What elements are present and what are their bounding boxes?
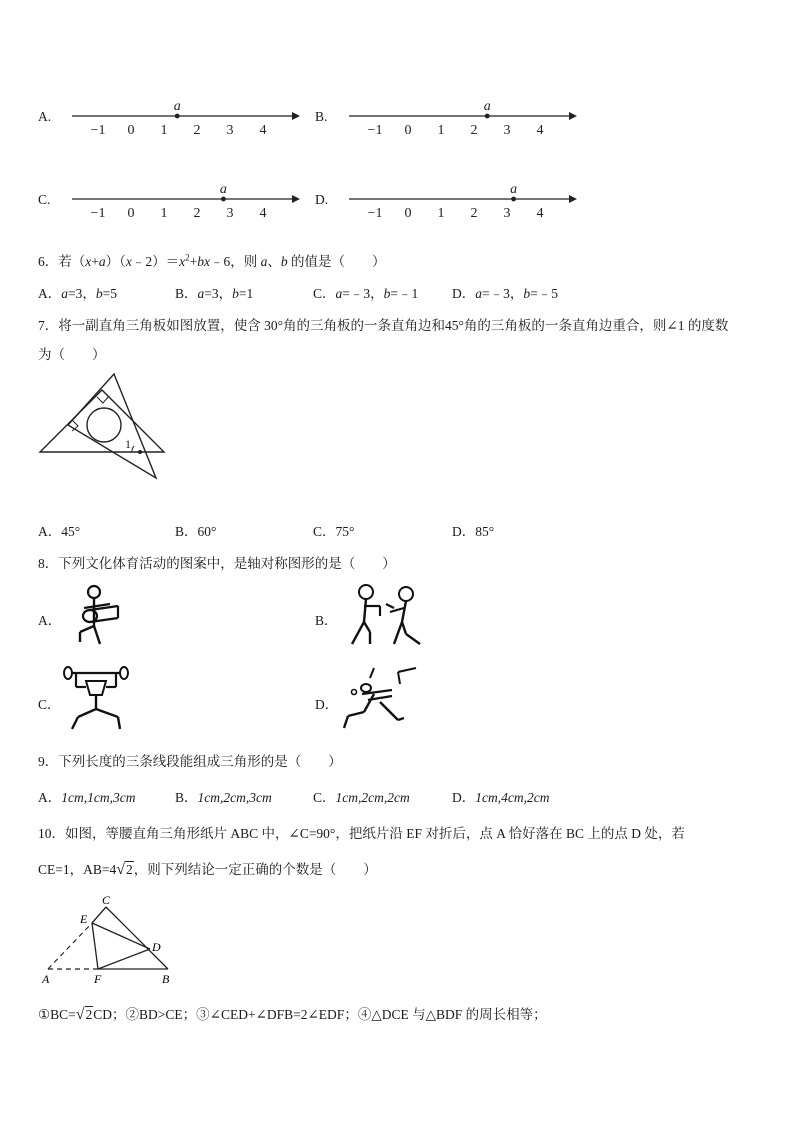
q5-option-d-label: D. (315, 192, 329, 207)
q10-triangle-figure (38, 893, 188, 988)
point-a-marker (221, 197, 226, 202)
angle-1-point (138, 450, 142, 454)
tick-label: 3 (226, 206, 234, 221)
q7-option-c[interactable]: C．75° (313, 524, 355, 539)
tick-label: 4 (259, 123, 267, 138)
tick-label: 1 (160, 123, 168, 138)
tick-label: 2 (193, 123, 201, 138)
q6-option-c[interactable]: C．a=﹣3，b=﹣1 (313, 286, 419, 301)
label-c: C (102, 893, 111, 907)
q8-figure-d (340, 664, 420, 734)
number-line-c (72, 178, 302, 228)
q9-stem: 9．下列长度的三条线段能组成三角形的是（ ） (38, 754, 342, 769)
q8-option-d-label[interactable]: D． (315, 697, 339, 712)
tick-label: 4 (259, 206, 267, 221)
tick-label: −1 (367, 206, 383, 221)
q7-option-b[interactable]: B．60° (175, 524, 217, 539)
q7-stem-line1: 7．将一副直角三角板如图放置，使含 30°角的三角板的一条直角边和45°角的三角板的一条直角边重合，则∠1 的度数 (38, 318, 729, 333)
arrow-right-icon (292, 195, 300, 203)
q8-figure-b (346, 582, 426, 648)
label-a: A (42, 972, 50, 986)
q9-option-b[interactable]: B．1cm,2cm,3cm (175, 790, 272, 805)
q8-option-a-label[interactable]: A． (38, 613, 62, 628)
right-angle-mark-1 (97, 396, 109, 403)
q10-stem-line2-post: ，则下列结论一定正确的个数是（ ） (133, 862, 377, 877)
arrow-right-icon (292, 112, 300, 120)
point-a-marker (511, 197, 516, 202)
tick-label: 3 (226, 123, 234, 138)
arrow-right-icon (569, 195, 577, 203)
triangle-hole (87, 408, 121, 442)
q10-stem-line2 (38, 858, 377, 879)
q5-option-b-label: B. (315, 109, 328, 124)
tick-label: 2 (470, 206, 478, 221)
q7-stem-line2: 为（ ） (38, 347, 106, 362)
q9-option-a[interactable]: A．1cm,1cm,3cm (38, 790, 136, 805)
q5-option-a-label: A. (38, 109, 52, 124)
q10-stem-line1: 10．如图，等腰直角三角形纸片 ABC 中，∠C=90°，把纸片沿 EF 对折后，点 A 恰好落在 BC 上的点 D 处，若 (38, 826, 685, 841)
q8-figure-c (62, 665, 132, 733)
q6-stem: 6．若$(x+a)(x﹣2)=x^2+bx﹣6$，则 a、b 的值是（ ） (38, 252, 386, 269)
point-a-marker (175, 114, 180, 119)
q7-triangle-figure (36, 370, 171, 480)
number-line-d (349, 178, 579, 228)
dashed-ae (48, 923, 92, 969)
label-e: E (80, 912, 88, 926)
point-a-marker (485, 114, 490, 119)
tick-label: 1 (437, 123, 445, 138)
q6-option-b[interactable]: B．a=3，b=1 (175, 286, 254, 301)
tick-label: −1 (367, 123, 383, 138)
triangle-45 (40, 390, 164, 452)
segment-ce (92, 907, 106, 923)
number-line-b (349, 95, 579, 145)
label-f: F (94, 972, 102, 986)
q10-conclusions-sqrt: 2 (85, 1007, 93, 1022)
q8-option-b-label[interactable]: B． (315, 613, 338, 628)
q5-option-c-label: C. (38, 192, 51, 207)
point-a-label: a (510, 182, 518, 197)
tick-label: 3 (503, 123, 511, 138)
angle-1-arc (132, 446, 134, 452)
tick-label: −1 (90, 123, 106, 138)
q7-option-d[interactable]: D．85° (452, 524, 495, 539)
tick-label: 4 (536, 123, 544, 138)
q9-option-d[interactable]: D．1cm,4cm,2cm (452, 790, 550, 805)
tick-label: 2 (470, 123, 478, 138)
tick-label: 1 (160, 206, 168, 221)
angle-1-label: 1 (125, 437, 131, 451)
sqrt-symbol: √ (75, 1006, 85, 1023)
point-a-label: a (483, 99, 491, 114)
tick-label: 0 (404, 206, 412, 221)
sqrt-symbol: √ (116, 861, 126, 878)
tick-label: 0 (127, 123, 135, 138)
q10-stem-line2-pre: CE=1，AB=4 (38, 862, 117, 877)
fold-ef (92, 923, 98, 969)
triangle-30 (68, 374, 156, 478)
q10-conclusions-post: CD；②BD>CE；③∠CED+∠DFB=2∠EDF；④△DCE 与△BDF 的周长相等； (93, 1007, 547, 1022)
q9-option-c[interactable]: C．1cm,2cm,2cm (313, 790, 410, 805)
q8-option-c-label[interactable]: C． (38, 697, 61, 712)
label-d: D (152, 940, 161, 954)
q6-option-a[interactable]: A．a=3，b=5 (38, 286, 117, 301)
number-line-a (72, 95, 302, 145)
tick-label: 2 (193, 206, 201, 221)
tick-label: 0 (127, 206, 135, 221)
tick-label: −1 (90, 206, 106, 221)
folded-fd (98, 949, 150, 969)
q10-conclusions-pre: ①BC= (38, 1007, 76, 1022)
point-a-label: a (173, 99, 181, 114)
label-b: B (162, 972, 170, 986)
tick-label: 0 (404, 123, 412, 138)
side-cb (106, 907, 168, 969)
arrow-right-icon (569, 112, 577, 120)
q8-figure-a (72, 582, 132, 652)
q6-option-d[interactable]: D．a=﹣3，b=﹣5 (452, 286, 558, 301)
tick-label: 4 (536, 206, 544, 221)
q10-sqrt-arg: 2 (126, 862, 133, 877)
q7-option-a[interactable]: A．45° (38, 524, 81, 539)
tick-label: 1 (437, 206, 445, 221)
point-a-label: a (219, 182, 227, 197)
q10-conclusions (38, 1003, 547, 1024)
q8-stem: 8．下列文化体育活动的图案中，是轴对称图形的是（ ） (38, 556, 396, 571)
tick-label: 3 (503, 206, 511, 221)
folded-ed (92, 923, 150, 949)
